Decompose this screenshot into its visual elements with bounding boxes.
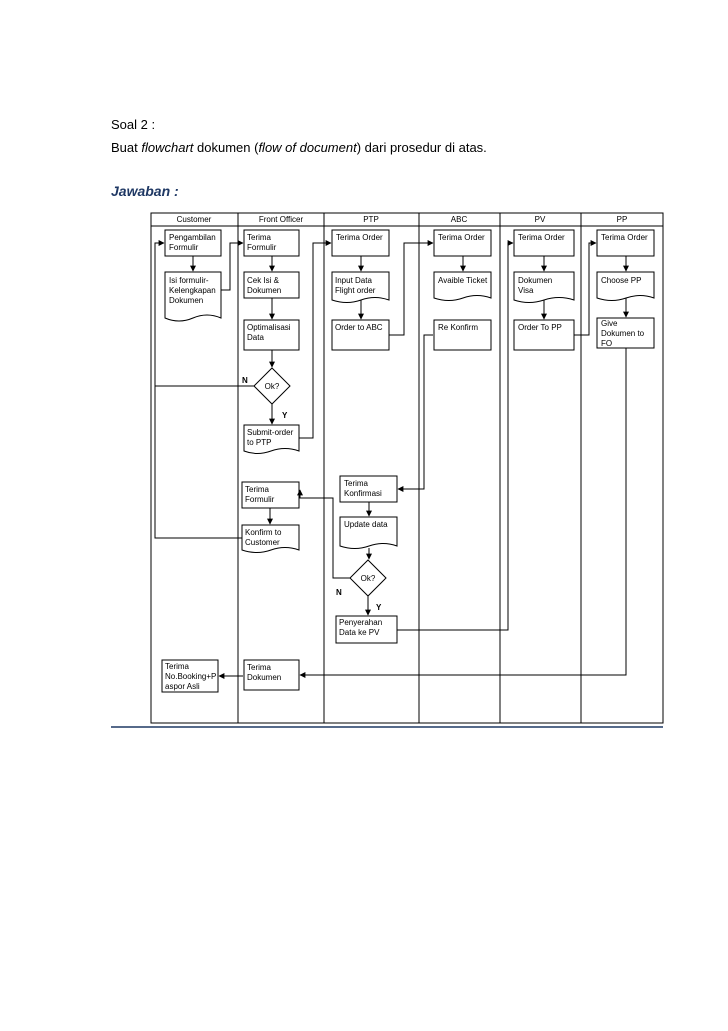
lane-header-pp: PP <box>616 215 628 224</box>
label-cek-isi: Cek Isi & Dokumen <box>247 276 282 295</box>
arrow-penyerahan-to-pv <box>397 243 513 630</box>
label-penyerahan: Penyerahan Data ke PV <box>339 618 383 637</box>
label-ptp-terima-order: Terima Order <box>336 233 383 242</box>
arrow-order-pp-to-pp <box>574 243 596 335</box>
label-ptp-terima-konfirmasi: Terima Konfirmasi <box>344 479 382 498</box>
instruction-prefix: Buat <box>111 140 142 155</box>
label-abc-terima-order: Terima Order <box>438 233 485 242</box>
label-optimalisasi: Optimalisasi Data <box>247 323 291 342</box>
label-fo-branch-no: N <box>242 376 248 385</box>
label-update-data: Update data <box>344 520 388 529</box>
label-avaible-ticket: Avaible Ticket <box>438 276 488 285</box>
label-konfirm: Konfirm to Customer <box>245 528 282 547</box>
label-choose-pp: Choose PP <box>601 276 642 285</box>
label-fo-terima-formulir: Terima Formulir <box>247 233 277 252</box>
label-fo-ok: Ok? <box>264 382 280 391</box>
label-isi-formulir: Isi formulir-Kelengkapan Dokumen <box>169 276 216 305</box>
instruction-emphasis-flowchart: flowchart <box>141 140 194 155</box>
lane-header-ptp: PTP <box>363 215 379 224</box>
answer-label: Jawaban : <box>111 183 179 199</box>
question-title: Soal 2 : <box>111 117 156 132</box>
label-dokumen-visa: Dokumen Visa <box>518 276 553 295</box>
arrow-order-abc-to-abc <box>389 243 433 335</box>
lane-header-customer: Customer <box>176 215 212 224</box>
label-ptp-branch-no: N <box>336 588 342 597</box>
label-pp-terima-order: Terima Order <box>601 233 648 242</box>
label-submit-order: Submit-order to PTP <box>247 428 294 447</box>
label-ptp-branch-yes: Y <box>376 603 382 612</box>
instruction-suffix: ) dari prosedur di atas. <box>356 140 487 155</box>
label-fo-terima-dokumen: Terima Dokumen <box>247 663 282 682</box>
lane-header-abc: ABC <box>450 215 468 224</box>
label-input-data: Input Data Flight order <box>335 276 376 295</box>
label-pv-terima-order: Terima Order <box>518 233 565 242</box>
instruction-middle: dokumen ( <box>193 140 259 155</box>
label-give-dokumen: Give Dokumen to FO <box>601 319 645 348</box>
arrow-submit-to-ptp <box>299 243 331 438</box>
instruction-emphasis-flow-of-document: flow of document <box>258 140 357 155</box>
lane-header-pv: PV <box>534 215 546 224</box>
label-re-konfirm: Re Konfirm <box>438 323 479 332</box>
label-pengambilan: Pengambilan Formulir <box>169 233 216 252</box>
label-fo-terima-formulir2: Terima Formulir <box>245 485 275 504</box>
arrow-rekonfirm-to-ptp-konfirmasi <box>398 335 433 489</box>
arrow-isi-to-fo-terima <box>221 243 243 290</box>
label-order-abc: Order to ABC <box>335 323 383 332</box>
lane-header-front-officer: Front Officer <box>258 215 304 224</box>
label-fo-branch-yes: Y <box>282 411 288 420</box>
label-cust-terima-booking: Terima No.Booking+P aspor Asli <box>165 662 217 691</box>
label-order-pp: Order To PP <box>518 323 562 332</box>
label-ptp-ok: Ok? <box>360 574 376 583</box>
connector-konfirm-to-customer <box>155 386 242 538</box>
